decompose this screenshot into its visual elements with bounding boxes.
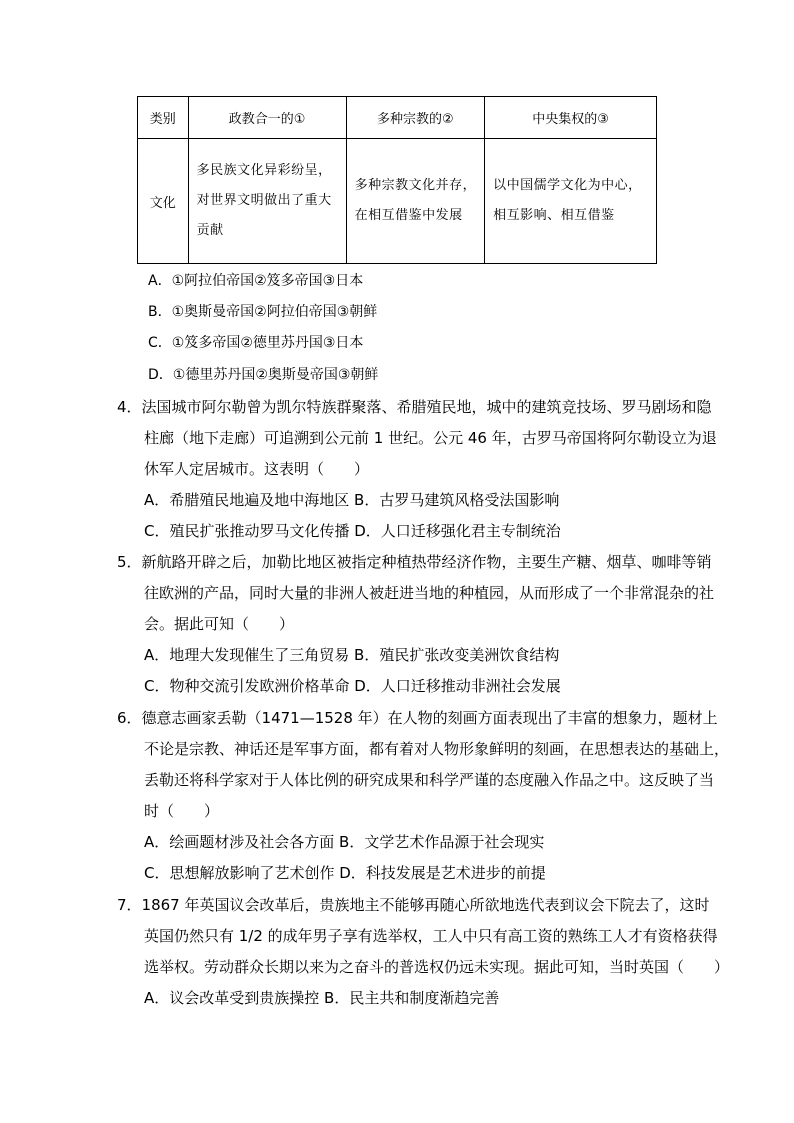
cell-line: 对世界文明做出了重大 <box>196 193 332 208</box>
question-option-line: C．物种交流引发欧洲价格革命 D．人口迁移推动非洲社会发展 <box>144 677 561 695</box>
cell-line: 贡献 <box>196 223 224 238</box>
question-option-line: A．议会改革受到贵族操控 B．民主共和制度渐趋完善 <box>144 989 500 1007</box>
question-6 <box>117 703 730 889</box>
question-4 <box>117 392 717 547</box>
table-header-cell: 政教合一的① <box>188 97 346 139</box>
question-option-line: C．思想解放影响了艺术创作 D．科技发展是艺术进步的前提 <box>144 864 546 882</box>
cell-line: 多民族文化异彩纷呈， <box>196 163 332 178</box>
question-text-line: 6．德意志画家丢勒（1471—1528 年）在人物的刻画方面表现出了丰富的想象力，题材上 <box>117 709 718 727</box>
comparison-table <box>137 96 657 264</box>
question-text-line: 英国仍然只有 1/2 的成年男子享有选举权，工人中只有高工资的熟练工人才有资格获得 <box>144 927 718 945</box>
q3-option-d: D．①德里苏丹国②奥斯曼帝国③朝鲜 <box>148 367 379 383</box>
question-text-line: 4．法国城市阿尔勒曾为凯尔特族群聚落、希腊殖民地，城中的建筑竞技场、罗马剧场和隐 <box>117 398 712 416</box>
table-header-row <box>138 97 657 139</box>
question-7 <box>117 890 730 1014</box>
q3-option-c: C．①笈多帝国②德里苏丹国③日本 <box>148 335 364 351</box>
question-text-line: 柱廊（地下走廊）可追溯到公元前 1 世纪。公元 46 年，古罗马帝国将阿尔勒设立为退 <box>144 429 717 447</box>
question-option-line: A．绘画题材涉及社会各方面 B．文学艺术作品源于社会现实 <box>144 833 545 851</box>
question-text-line: 不论是宗教、神话还是军事方面，都有着对人物形象鲜明的刻画，在思想表达的基础上， <box>144 740 730 758</box>
question-text-line: 5．新航路开辟之后，加勒比地区被指定种植热带经济作物，主要生产糖、烟草、咖啡等销 <box>117 553 712 571</box>
question-text-line: 会。据此可知（ ） <box>144 615 295 633</box>
question-text-line: 往欧洲的产品，同时大量的非洲人被赶进当地的种植园，从而形成了一个非常混杂的社 <box>144 584 715 602</box>
table-header-cell: 中央集权的③ <box>485 97 657 139</box>
table-cell <box>346 139 485 264</box>
table-cell <box>188 139 346 264</box>
q3-option-b: B．①奥斯曼帝国②阿拉伯帝国③朝鲜 <box>148 304 378 320</box>
cell-line: 以中国儒学文化为中心， <box>493 178 642 193</box>
table-header-cell: 类别 <box>138 97 189 139</box>
cell-line: 在相互借鉴中发展 <box>354 208 463 223</box>
question-option-line: A．希腊殖民地遍及地中海地区 B．古罗马建筑风格受法国影响 <box>144 491 560 509</box>
q3-option-a: A．①阿拉伯帝国②笈多帝国③日本 <box>148 273 364 289</box>
question-text-line: 丢勒还将科学家对于人体比例的研究成果和科学严谨的态度融入作品之中。这反映了当 <box>144 771 715 789</box>
question-option-line: A．地理大发现催生了三角贸易 B．殖民扩张改变美洲饮食结构 <box>144 646 560 664</box>
question-5 <box>117 547 715 702</box>
question-text-line: 7．1867 年英国议会改革后，贵族地主不能够再随心所欲地选代表到议会下院去了，这时 <box>117 896 710 914</box>
table-header-cell: 多种宗教的② <box>346 97 485 139</box>
question-option-line: C．殖民扩张推动罗马文化传播 D．人口迁移强化君主专制统治 <box>144 522 561 540</box>
cell-line: 相互影响、相互借鉴 <box>493 208 615 223</box>
table-row <box>138 139 657 264</box>
cell-line: 多种宗教文化并存， <box>354 178 477 193</box>
question-text-line: 选举权。劳动群众长期以来为之奋斗的普选权仍远未实现。据此可知，当时英国（ ） <box>144 958 730 976</box>
question-text-line: 休军人定居城市。这表明（ ） <box>144 460 370 478</box>
table-row-label: 文化 <box>138 139 189 264</box>
question-text-line: 时（ ） <box>144 802 220 820</box>
table-cell <box>485 139 657 264</box>
